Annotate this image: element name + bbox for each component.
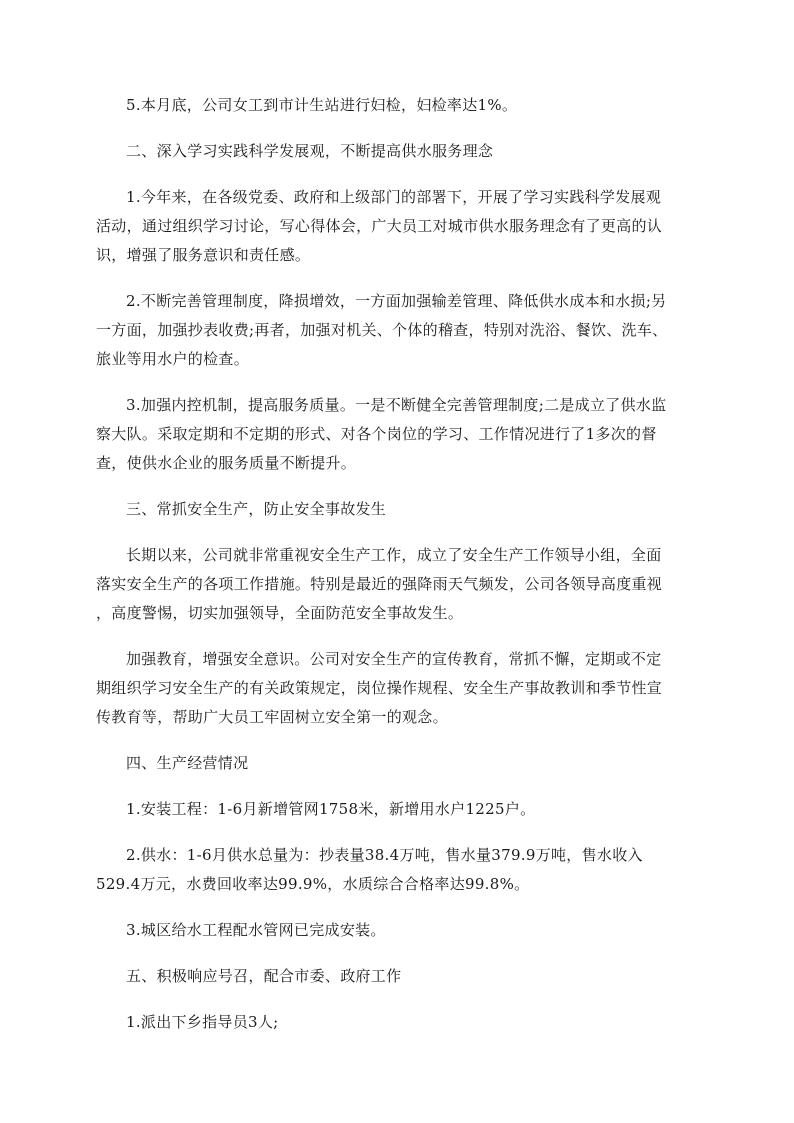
document-body [96,91,698,1054]
text-line: 三、常抓安全生产，防止安全事故发生 [126,500,387,518]
text-line: 3.城区给水工程配水管网已完成安装。 [126,921,386,939]
text-line: 查，使供水企业的服务质量不断提升。 [96,454,357,472]
text-line: 1.今年来，在各级党委、政府和上级部门的部署下，开展了学习实践科学发展观 [126,188,662,206]
text-line: 长期以来，公司就非常重视安全生产工作，成立了安全生产工作领导小组，全面 [126,546,662,564]
text-line: 2.供水：1-6月供水总量为：抄表量38.4万吨，售水量379.9万吨，售水收入 [126,846,643,864]
text-line: 1.安装工程：1-6月新增管网1758米，新增用水户1225户。 [126,800,536,818]
text-line: 5.本月底，公司女工到市计生站进行妇检，妇检率达1%。 [126,96,518,114]
text-line: 加强教育，增强安全意识。公司对安全生产的宣传教育，常抓不懈，定期或不定 [126,650,662,668]
text-line: 529.4万元，水费回收率达99.9%，水质综合合格率达99.8%。 [96,875,530,893]
text-line: 察大队。采取定期和不定期的形式、对各个岗位的学习、工作情况进行了1多次的督 [96,425,657,443]
paragraph-management-system [96,287,698,374]
paragraph-instructors [96,1008,698,1037]
paragraph-safety-education [96,645,698,732]
text-line: 四、生产经营情况 [126,754,249,772]
text-line: 2.不断完善管理制度，降损增效，一方面加强输差管理、降低供水成本和水损;另 [126,292,667,310]
text-line: 一方面，加强抄表收费;再者，加强对机关、个体的稽查，特别对洗浴、餐饮、洗车、 [96,321,668,339]
section-heading-4 [96,749,698,778]
text-line: 五、积极响应号召，配合市委、政府工作 [126,967,402,985]
text-line: 1.派出下乡指导员3人; [126,1013,279,1031]
text-line: 传教育等，帮助广大员工牢固树立安全第一的观念。 [96,708,448,726]
paragraph-women-health-check [96,91,698,120]
paragraph-installation [96,795,698,824]
paragraph-study-practice [96,183,698,270]
text-line: 活动，通过组织学习讨论，写心得体会，广大员工对城市供水服务理念有了更高的认 [96,217,663,235]
text-line: 期组织学习安全生产的有关政策规定，岗位操作规程、安全生产事故教训和季节性宣 [96,679,663,697]
text-line: 识，增强了服务意识和责任感。 [96,246,311,264]
text-line: 落实安全生产的各项工作措施。特别是最近的强降雨天气频发，公司各领导高度重视 [96,575,663,593]
text-line: ，高度警惕，切实加强领导，全面防范安全事故发生。 [96,604,464,622]
section-heading-3 [96,495,698,524]
section-heading-2 [96,137,698,166]
section-heading-5 [96,962,698,991]
paragraph-internal-control [96,391,698,478]
text-line: 二、深入学习实践科学发展观，不断提高供水服务理念 [126,142,494,160]
paragraph-safety-work [96,541,698,628]
paragraph-pipe-network [96,916,698,945]
text-line: 旅业等用水户的检查。 [96,350,250,368]
text-line: 3.加强内控机制，提高服务质量。一是不断健全完善管理制度;二是成立了供水监 [126,396,667,414]
paragraph-water-supply [96,841,698,899]
